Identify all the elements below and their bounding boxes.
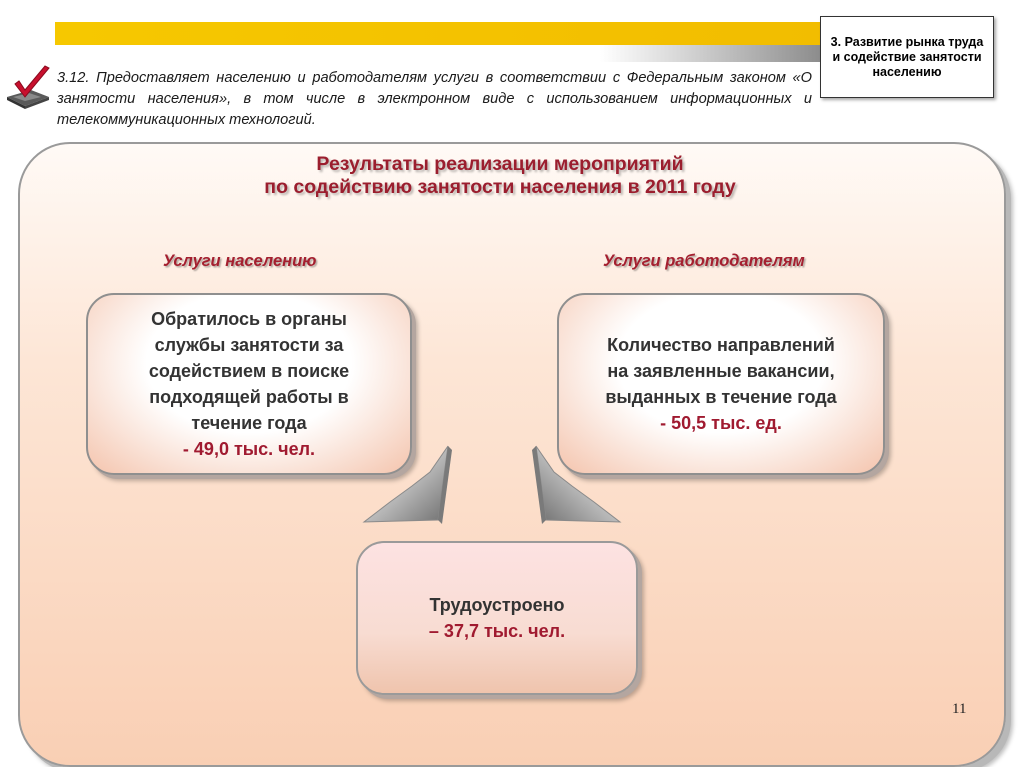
card-right-line: на заявленные вакансии, [607,361,835,381]
section-label: 3. Развитие рынка труда и содействие занятости населению [830,34,984,79]
card-left-line: Обратилось в органы [151,309,347,329]
card-left-line: течение года [191,413,307,433]
card-left-line: содействием в поиске [148,361,350,381]
card-right-line: Количество направлений [607,335,835,355]
converging-arrow-icon-left [360,442,460,526]
header-gray-bar [600,45,825,62]
panel-title-line-1: Результаты реализации мероприятий [316,153,684,175]
intro-paragraph: 3.12. Предоставляет населению и работодателям услуги в соответствии с Федеральным законом «О занятости населения», в том числе в электронном виде с использованием информационных и телекоммуникационных технологий. [57,70,812,128]
card-left-line: службы занятости за [154,335,344,355]
heading-services-employers: Услуги работодателям [603,252,805,270]
panel-title [120,153,880,199]
card-employed [356,541,638,695]
panel-title-line-2: по содействию занятости населения в 2011 году [264,176,736,198]
card-right-value: - 50,5 тыс. ед. [660,413,782,433]
heading-services-population: Услуги населению [163,252,317,270]
converging-arrow-icon-right [528,442,628,526]
card-left-line: подходящей работы в [149,387,349,407]
card-left-value: - 49,0 тыс. чел. [182,439,316,459]
card-right-line: выданных в течение года [605,387,837,407]
header-yellow-bar [55,22,825,45]
checkmark-ballot-icon [5,64,53,110]
section-label-box [820,16,994,98]
page-number: 11 [952,701,967,717]
card-bottom-label: Трудоустроено [429,595,565,615]
card-bottom-value: – 37,7 тыс. чел. [428,621,566,641]
